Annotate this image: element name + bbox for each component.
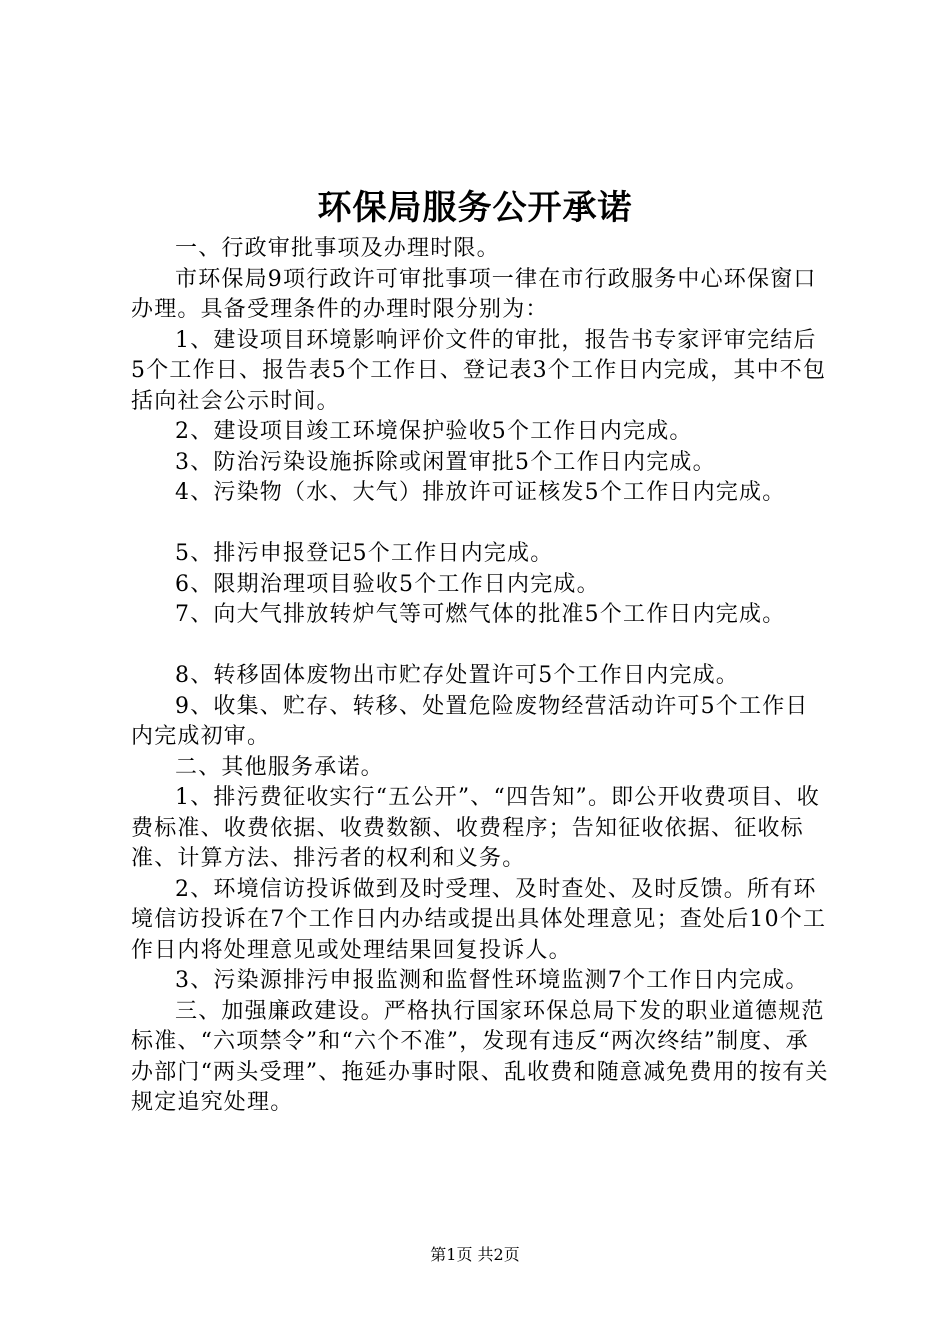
list-item: 3、防治污染设施拆除或闲置审批5个工作日内完成。 — [175, 449, 716, 475]
list-item: 1、建设项目环境影响评价文件的审批，报告书专家评审完结后5个工作日、报告表5个工作日、登记表3个工作日内完成，其中不包括向社会公示时间。 — [131, 327, 827, 414]
list-item: 6、限期治理项目验收5个工作日内完成。 — [175, 571, 600, 597]
paragraph: 市环保局9项行政许可审批事项一律在市行政服务中心环保窗口办理。具备受理条件的办理时限分别为： — [131, 266, 817, 322]
document-body — [131, 234, 831, 1119]
section-paragraph: 三、加强廉政建设。严格执行国家环保总局下发的职业道德规范标准、“六项禁令”和“六个不准”，发现有违反“两次终结”制度、承办部门“两头受理”、拖延办事时限、乱收费和随意减免费用的按有关规定追究处理。 — [131, 998, 829, 1115]
list-item: 1、排污费征收实行“五公开”、“四告知”。即公开收费项目、收费标准、收费依据、收费数额、收费程序；告知征收依据、征收标准、计算方法、排污者的权利和义务。 — [131, 785, 820, 871]
list-item: 2、建设项目竣工环境保护验收5个工作日内完成。 — [175, 419, 693, 444]
section-heading: 一、行政审批事项及办理时限。 — [175, 236, 500, 261]
list-item: 8、转移固体废物出市贮存处置许可5个工作日内完成。 — [175, 663, 739, 688]
list-item: 3、污染源排污申报监测和监督性环境监测7个工作日内完成。 — [175, 968, 809, 993]
page-number: 第1页 共2页 — [430, 1245, 520, 1264]
list-item: 2、环境信访投诉做到及时受理、及时查处、及时反馈。所有环境信访投诉在7个工作日内办结或提出具体处理意见；查处后10个工作日内将处理意见或处理结果回复投诉人。 — [131, 876, 827, 963]
page-title: 环保局服务公开承诺 — [317, 188, 633, 228]
list-item: 7、向大气排放转炉气等可燃气体的批准5个工作日内完成。 — [175, 602, 786, 627]
list-item: 5、排污申报登记5个工作日内完成。 — [175, 541, 554, 566]
list-item: 9、收集、贮存、转移、处置危险废物经营活动许可5个工作日内完成初审。 — [131, 693, 809, 749]
list-item: 4、污染物（水、大气）排放许可证核发5个工作日内完成。 — [175, 480, 786, 505]
section-heading: 二、其他服务承诺。 — [175, 754, 384, 780]
